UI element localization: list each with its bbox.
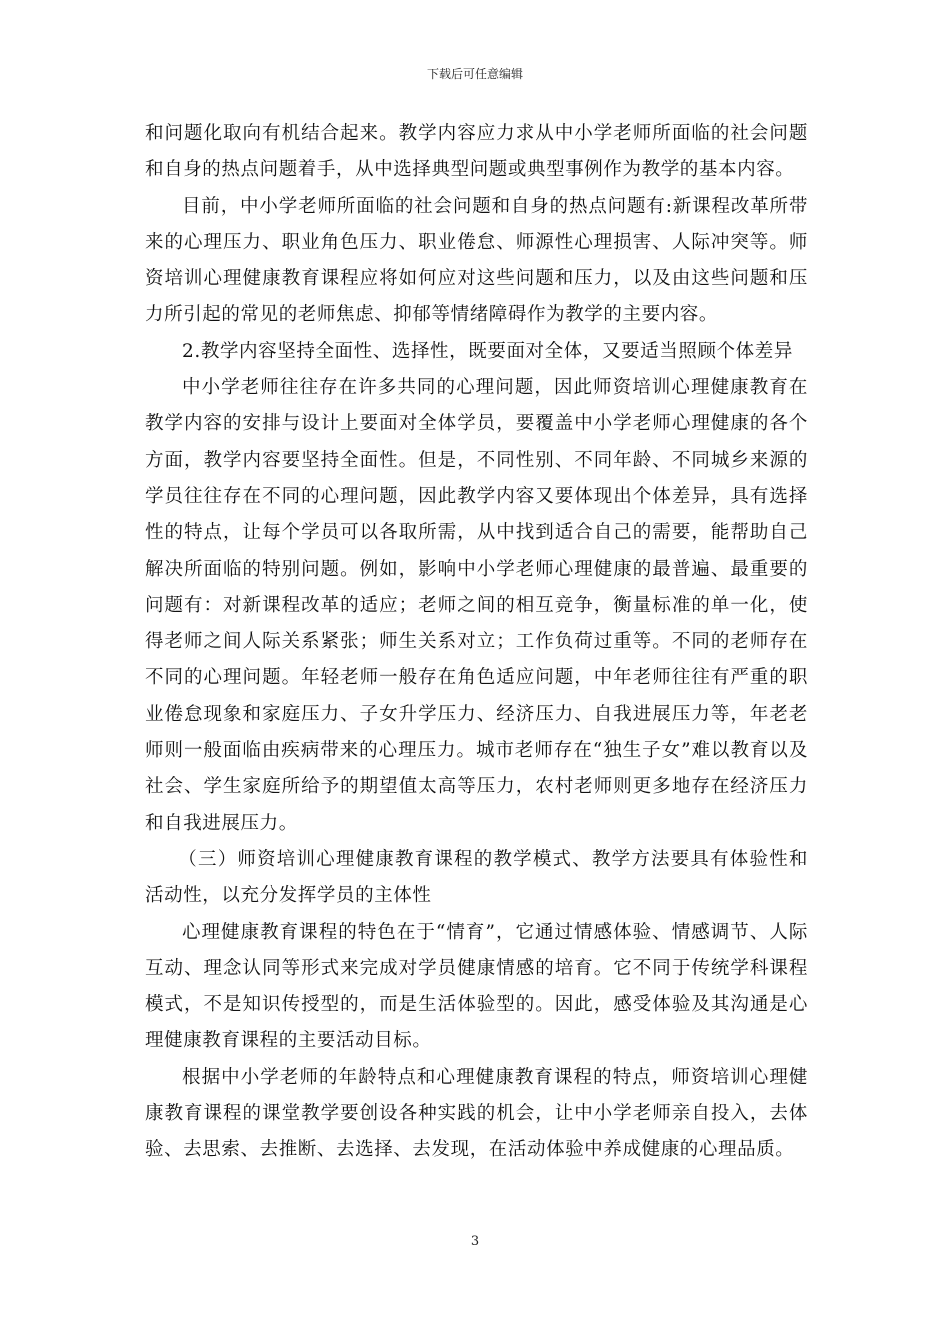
document-body [145, 116, 808, 1169]
page-number: 3 [470, 1234, 480, 1249]
paragraph-emotional-education: 心理健康教育课程的特色在于“情育”，它通过情感体验、情感调节、人际互动、理念认同等形式来完成对学员健康情感的培育。它不同于传统学科课程模式，不是知识传授型的，而是生活体验型的。因此，感受体验及其沟通是心理健康教育课程的主要活动目标。 [145, 921, 808, 1052]
paragraph-classroom-practice: 根据中小学老师的年龄特点和心理健康教育课程的特点，师资培训心理健康教育课程的课堂教学要创设各种实践的机会，让中小学老师亲自投入，去体验、去思索、去推断、去选择、去发现，在活动体验中养成健康的心理品质。 [145, 1066, 808, 1161]
paragraph-current-problems: 目前，中小学老师所面临的社会问题和自身的热点问题有:新课程改革所带来的心理压力、职业角色压力、职业倦怠、师源性心理损害、人际冲突等。师资培训心理健康教育课程应将如何应对这些问题和压力，以及由这些问题和压力所引起的常见的老师焦虑、抑郁等情绪障碍作为教学的主要内容。 [145, 195, 808, 326]
page-header: 下载后可任意编辑 [426, 67, 523, 81]
paragraph-common-problems: 中小学老师往往存在许多共同的心理问题，因此师资培训心理健康教育在教学内容的安排与设计上要面对全体学员，要覆盖中小学老师心理健康的各个方面，教学内容要坚持全面性。但是，不同性别、不同年龄、不同城乡来源的学员往往存在不同的心理问题，因此教学内容又要体现出个体差异，具有选择性的特点，让每个学员可以各取所需，从中找到适合自己的需要，能帮助自己解决所面临的特别问题。例如，影响中小学老师心理健康的最普遍、最重要的问题有：对新课程改革的适应；老师之间的相互竞争，衡量标准的单一化，使得老师之间人际关系紧张；师生关系对立；工作负荷过重等。不同的老师存在不同的心理问题。年轻老师一般存在角色适应问题，中年老师往往有严重的职业倦怠现象和家庭压力、子女升学压力、经济压力、自我进展压力等，年老老师则一般面临由疾病带来的心理压力。城市老师存在“独生子女”难以教育以及社会、学生家庭所给予的期望值太高等压力，农村老师则更多地存在经济压力和自我进展压力。 [145, 377, 808, 834]
paragraph-continuation: 和问题化取向有机结合起来。教学内容应力求从中小学老师所面临的社会问题和自身的热点问题着手，从中选择典型问题或典型事例作为教学的基本内容。 [145, 123, 808, 181]
section-heading-3: （三）师资培训心理健康教育课程的教学模式、教学方法要具有体验性和活动性，以充分发挥学员的主体性 [145, 848, 808, 907]
section-heading-2: 2.教学内容坚持全面性、选择性，既要面对全体，又要适当照顾个体差异 [182, 340, 793, 362]
